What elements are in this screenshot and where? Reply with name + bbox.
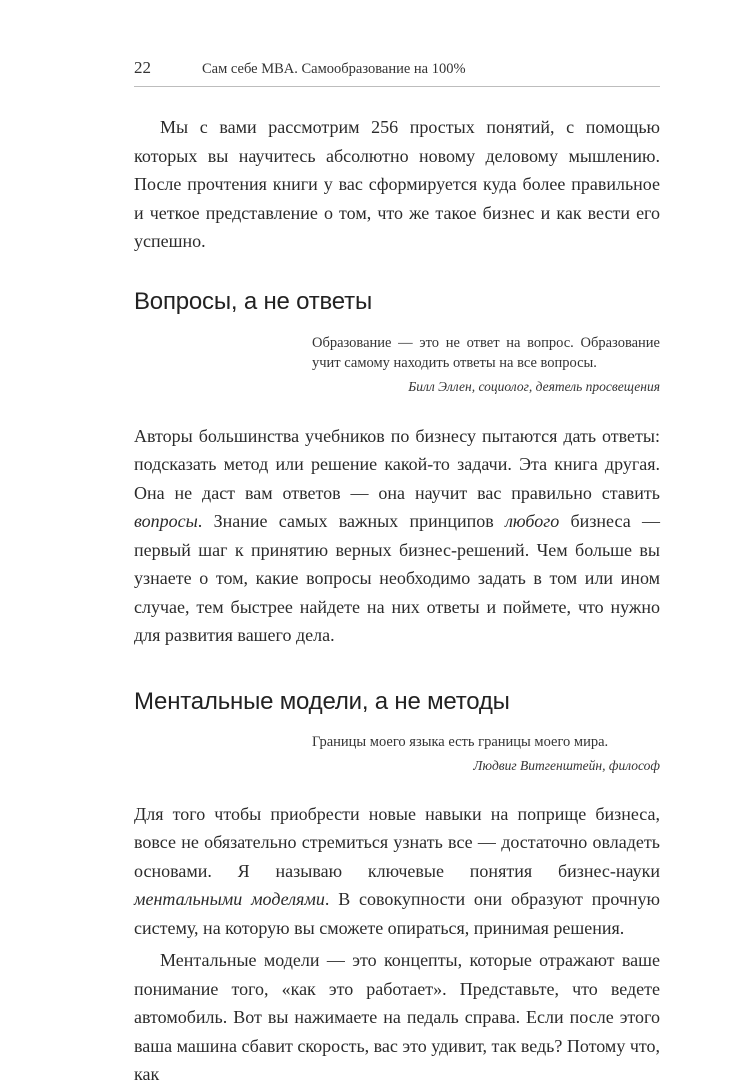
- epigraph-education: [312, 333, 660, 397]
- paragraph-text: бизнеса — первый шаг к принятию верных бизнес-решений. Чем больше вы узнаете о том, какие вопросы необходимо задать в том или ином случае, тем быстрее найдете на них ответы и поймете, что нужно для развития вашего дела.: [134, 511, 660, 645]
- book-page: [134, 58, 660, 1089]
- paragraph-questions: [134, 422, 660, 650]
- epigraph-quote: Образование — это не ответ на вопрос. Образование учит самому находить ответы на все вопросы.: [312, 334, 660, 371]
- emphasis-any: любого: [505, 511, 560, 531]
- paragraph-text: Авторы большинства учебников по бизнесу пытаются дать ответы: подсказать метод или решение какой-то задачи. Эта книга другая. Она не даст вам ответов — она научит вас правильно ставить: [134, 425, 660, 503]
- section-heading-questions: Вопросы, а не ответы: [134, 287, 373, 315]
- epigraph-author: Билл Эллен, социолог, деятель просвещения: [408, 378, 660, 394]
- running-header: [134, 58, 660, 87]
- emphasis-mental-models: ментальными моделями: [134, 889, 325, 909]
- paragraph-concepts: Ментальные модели — это концепты, которые отражают ваше понимание того, «как это работает». Представьте, что ведете автомобиль. Вот вы нажимаете на педаль справа. Если после этого ваша машина сбавит скорость, вас это удивит, так ведь? Потому что, как: [134, 950, 660, 1084]
- epigraph-quote: Границы моего языка есть границы моего мира.: [312, 733, 609, 750]
- paragraph-text: . В совокупности они образуют прочную систему, на которую вы сможете опираться, принимая решения.: [134, 889, 661, 938]
- page-number: 22: [134, 58, 151, 77]
- section-heading-mental-models: Ментальные модели, а не методы: [134, 687, 510, 715]
- paragraph-text: Для того чтобы приобрести новые навыки на поприще бизнеса, вовсе не обязательно стремиться узнать все — достаточно овладеть основами. Я называю ключевые понятия бизнес-науки: [134, 803, 660, 881]
- epigraph-language: [312, 732, 660, 776]
- emphasis-questions: вопросы: [134, 511, 198, 531]
- intro-paragraph: Мы с вами рассмотрим 256 простых понятий, с помощью которых вы научитесь абсолютно новому деловому мышлению. После прочтения книги у вас сформируется куда более правильное и четкое представление о том, что же такое бизнес и как вести его успешно.: [134, 117, 660, 251]
- epigraph-author: Людвиг Витгенштейн, философ: [473, 757, 660, 773]
- paragraph-text: . Знание самых важных принципов: [197, 511, 506, 531]
- running-title: Сам себе MBA. Самообразование на 100%: [202, 61, 466, 77]
- paragraph-mental-models: [134, 800, 660, 943]
